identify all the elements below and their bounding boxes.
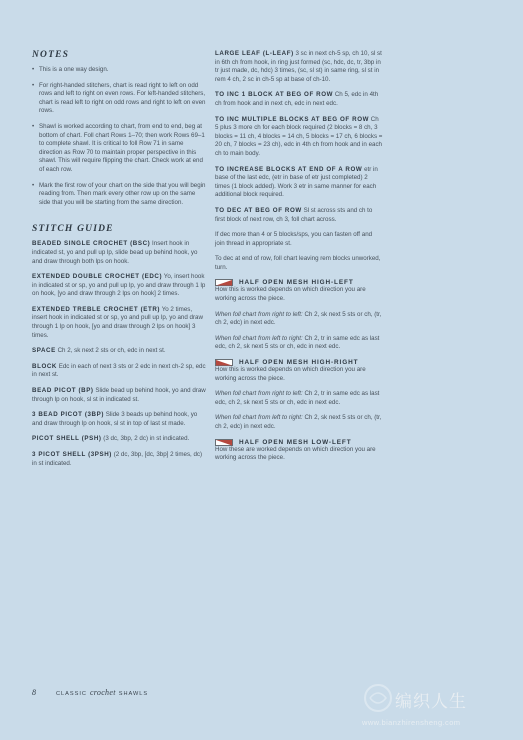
stitch-text: Ch 5 plus 3 more ch for each block required (2 blocks = 8 ch, 3 blocks = 11 ch, 4 blocks = 14 ch, 5 blocks = 17 ch, 6 blocks = 20 ch, 7 blocks = 23 ch), edc in 4th ch from hook and in each ch to main body. [215,115,383,157]
stitch-guide-heading: STITCH GUIDE [32,224,114,235]
stitch-term: LARGE LEAF (L-LEAF) [215,50,294,57]
mesh-intro: How this is worked depends on which direction you are working across the piece. [215,366,366,382]
half-mesh-high-right-icon [215,359,233,366]
stitch-entry [215,91,383,108]
mesh-block-high-right [215,359,383,432]
stitch-term: 3 BEAD PICOT (3BP) [32,411,104,419]
watermark-text: 编织人生 [395,692,467,712]
stitch-entry [215,116,383,159]
stitch-text: Sl st across sts and ch to first block of next row, ch 3, foll chart across. [215,206,373,223]
stitch-text: Slide 3 beads up behind hook, yo and draw through lp on hook, sl st in top of last st made. [32,411,198,427]
mesh-instruction [215,414,383,431]
stitch-entry [32,387,208,404]
notes-item: • This is a one way design. [32,66,208,75]
stitch-text: Ch 2, sk next 2 sts or ch, edc in next st. [57,347,166,355]
stitch-text: Insert hook in indicated st, yo and pull up lp, slide bead up behind hook, yo and draw through both lps on hook. [32,240,198,265]
stitch-entry [215,50,383,84]
stitch-term: EXTENDED DOUBLE CROCHET (EDC) [32,273,163,281]
stitch-text: Ch 5, edc in 4th ch from hook and in next ch, edc in next edc. [215,91,379,107]
instruction-text: Ch 2, tr in same edc as last edc, ch 2, sk next 5 sts or ch, edc in next edc. [215,334,380,351]
instruction-text: Ch 2, sk next 5 sts or ch, (tr, ch 2, edc) in next edc. [215,310,382,327]
mesh-intro: How these are worked depends on which direction you are working across the piece. [215,445,376,462]
stitch-term: SPACE [32,347,56,355]
stitch-term: TO INCREASE BLOCKS AT END OF A ROW [215,165,363,173]
stitch-text: (2 dc, 3bp, [dc, 3bp] 2 times, dc) in st indicated. [32,451,203,467]
stitch-term: TO INC 1 BLOCK AT BEG OF ROW [215,91,334,99]
notes-item: • Shawl is worked according to chart, from end to end, beg at bottom of chart. Foll chart Rows 1–70; then work Rows 69–1 to complete shawl. It is critical to foll Row 71 in same direction as Row 70 to maintain proper perspective in this shawl. This will require flipping the chart. Check work at end of each row. [32,123,208,175]
running-head-pre: CLASSIC [56,691,87,697]
stitch-entry [32,273,208,299]
stitch-term: EXTENDED TREBLE CROCHET (ETR) [32,305,161,313]
instruction-lead: When foll chart from left to right: [215,414,303,422]
stitch-entry [32,306,208,340]
stitch-entry [32,347,208,356]
watermark-url: www.bianzhirensheng.com [362,718,461,727]
instruction-text: Ch 2, sk next 5 sts or ch, (tr, ch 2, edc) in next edc. [215,414,382,430]
stitch-text: Yo 2 times, insert hook in indicated st or sp, yo and pull up lp, yo and draw through 1 lp on hook, [yo and draw through 2 lps on hook] 3 times. [32,305,203,339]
stitch-term: PICOT SHELL (PSH) [32,435,102,443]
stitch-term: TO DEC AT BEG OF ROW [215,206,302,214]
page-number: 8 [32,688,36,697]
mesh-intro: How this is worked depends on which direction you are working across the piece. [215,286,366,303]
stitch-term: BEADED SINGLE CROCHET (BSC) [32,240,151,248]
stitch-text: Slide bead up behind hook, yo and draw through lp on hook, sl st in indicated st. [32,387,206,403]
stitch-entry [32,411,208,428]
stitch-term: BEAD PICOT (BP) [32,387,94,395]
instruction-text: Ch 2, tr in same edc as last edc, ch 2, sk next 5 sts or ch, edc in next edc. [215,390,380,406]
half-mesh-low-left-icon [215,439,233,446]
running-head-script: crochet [89,688,116,697]
instruction-lead: When foll chart from right to left: [215,390,303,398]
stitch-term: TO INC MULTIPLE BLOCKS AT BEG OF ROW [215,115,370,123]
page-footer [32,688,148,697]
stitch-text: 3 sc in next ch-5 sp, ch 10, sl st in 6th ch from hook, in ring just formed (sc, hdc, dc, tr, 3bp in tr just made, dc, hdc) 3 times, (sc, sl st) in same ring, sl st in rem 4 ch, 2 sc in ch-5 sp at base of ch-10. [215,50,382,83]
stitch-entry [32,435,208,444]
mesh-title: HALF OPEN MESH LOW-LEFT [239,438,352,446]
stitch-term: BLOCK [32,362,57,370]
mesh-block-low-left [215,439,383,463]
mesh-title: HALF OPEN MESH HIGH-RIGHT [239,359,359,367]
paragraph: If dec more than 4 or 5 blocks/sps, you can fasten off and join thread in appropriate st. [215,231,373,247]
stitch-entry [32,363,208,380]
stitch-entry [32,240,208,266]
mesh-instruction [215,390,383,407]
stitch-text: Edc in each of next 3 sts or 2 edc in next ch-2 sp, edc in next st. [32,362,206,379]
mesh-block-high-left [215,279,383,352]
mesh-title: HALF OPEN MESH HIGH-LEFT [239,279,354,287]
stitch-entry [32,451,208,468]
half-mesh-high-left-icon [215,279,233,286]
stitch-text: etr in base of the last edc, (etr in base of etr just completed) 2 times (1 block added). Work 3 etr in same manner for each additional block required. [215,165,378,199]
notes-item: • For right-handed stitchers, chart is read right to left on odd rows and left to right on even rows. For left-handed stitchers, chart is read left to right on odd rows and right to left on even rows. [32,82,208,116]
stitch-entry [215,207,383,224]
stitch-text: Yo, insert hook in indicated st or sp, yo and pull up lp, yo and draw through 1 lp on hook, [yo and draw through 2 lps on hook] 2 times. [32,273,206,298]
running-head-post: SHAWLS [118,691,149,697]
instruction-lead: When foll chart from left to right: [215,334,303,342]
left-column [32,50,208,475]
notes-item: • Mark the first row of your chart on the side that you will begin reading from. Then mark every other row up on the same side that you will be starting from the same direction. [32,182,208,208]
mesh-instruction [215,335,383,352]
right-column [215,50,383,470]
stitch-entry [215,166,383,200]
stitch-text: (3 dc, 3bp, 2 dc) in st indicated. [103,435,190,443]
notes-heading: NOTES [32,50,70,60]
notes-list [32,66,208,207]
paragraph: To dec at end of row, foll chart leaving rem blocks unworked, turn. [215,255,381,271]
stitch-term: 3 PICOT SHELL (3PSH) [32,451,112,458]
running-head [56,688,148,697]
mesh-instruction [215,311,383,328]
instruction-lead: When foll chart from right to left: [215,310,303,318]
